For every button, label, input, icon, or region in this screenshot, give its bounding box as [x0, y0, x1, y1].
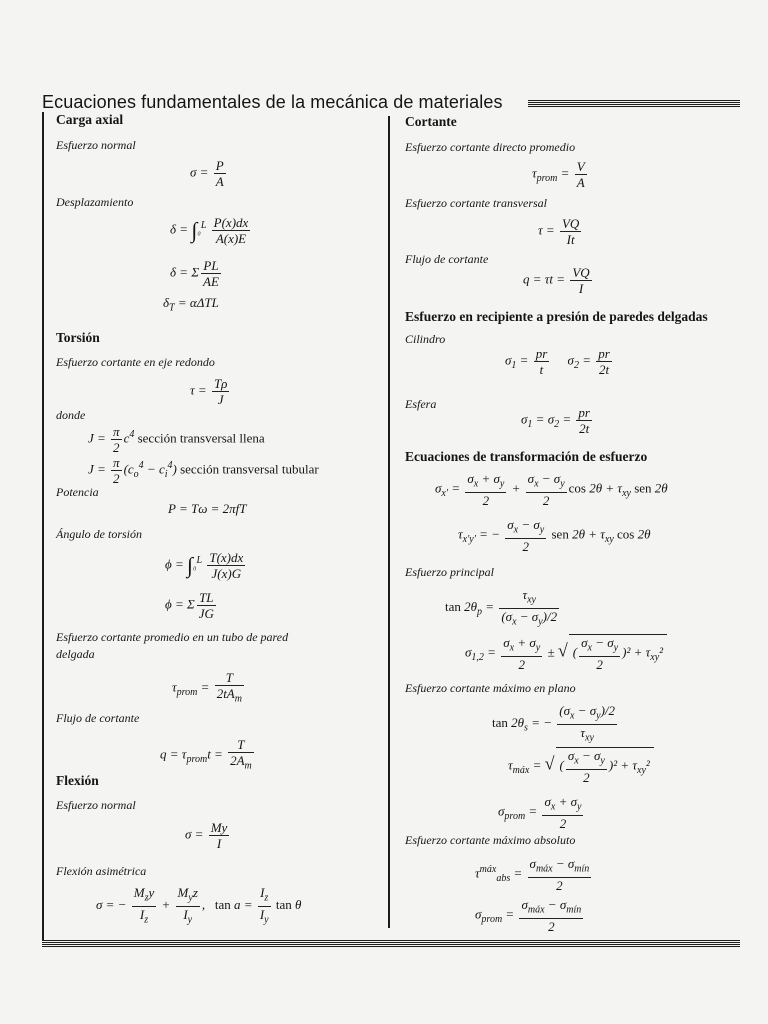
section-transformacion: Ecuaciones de transformación de esfuerzo — [405, 449, 648, 464]
eq-q-prom: $q = \tau_{prom}t$ = $\frac{T}{2A_m}$ — [160, 737, 252, 772]
eq-phi-integral: ϕ = ∫₀$^L$ $\frac{T(x)dx}{J(x)G}$ — [165, 550, 244, 581]
eq-j-solid: J = $\frac{\pi}{2}$ $c^4$ sección transversal llena — [88, 424, 265, 455]
label-maximo-plano: Esfuerzo cortante máximo en plano — [405, 681, 576, 695]
eq-sigma-xprime: $\sigma_{x'}$ = $\frac{\sigma_x + \sigma_y}{2}$ + $\frac{\sigma_x - \sigma_y}{2}$ $\cos 2\theta + \tau_{xy}$ sen 2θ — [435, 471, 668, 508]
eq-potencia: P = Tω = 2πfT — [168, 501, 247, 516]
title-rule — [528, 100, 740, 107]
eq-sigma-flexion: σ = $\frac{My}{I}$ — [185, 820, 228, 851]
eq-delta-integral: δ = ∫₀$^L$ $\frac{P(x)dx}{A(x)E}$ — [170, 215, 249, 246]
label-flexion-asimetrica: Flexión asimétrica — [56, 864, 147, 878]
label-seccion-tubular: sección transversal tubular — [180, 461, 319, 477]
label-angulo-torsion: Ángulo de torsión — [56, 527, 142, 541]
left-border — [42, 112, 44, 942]
eq-tau-transversal: τ = $\frac{VQ}{It}$ — [538, 216, 580, 247]
label-maximo-absoluto: Esfuerzo cortante máximo absoluto — [405, 833, 576, 847]
eq-sigma-12: $\sigma_{1,2}$ = $\frac{\sigma_x + \sigma_y}{2}$ ± √ ( $\frac{\sigma_x - \sigma_y}{2}$ )$^2 + \tau_{xy}^2$ — [465, 634, 667, 672]
label-cortante-directo: Esfuerzo cortante directo promedio — [405, 140, 576, 154]
section-flexion: Flexión — [56, 773, 99, 788]
label-esfuerzo-eje: Esfuerzo cortante en eje redondo — [56, 355, 215, 369]
eq-esfera: $\sigma_1 = \sigma_2$ = $\frac{pr}{2t}$ — [521, 405, 590, 436]
eq-tau-abs: $\tau^{máx}_{abs}$ = $\frac{\sigma_{máx} - \sigma_{mín}}{2}$ — [475, 856, 590, 893]
label-esfuerzo-normal-flexion: Esfuerzo normal — [56, 798, 136, 812]
label-pared-delgada-1: Esfuerzo cortante promedio en un tubo de pared — [56, 630, 289, 644]
eq-tau-directo: $\tau_{prom}$ = $\frac{V}{A}$ — [532, 159, 585, 190]
section-torsion: Torsión — [56, 330, 100, 345]
section-recipiente: Esfuerzo en recipiente a presión de paredes delgadas — [405, 309, 708, 324]
eq-j-tubular: J = $\frac{\pi}{2}$ $(c_o^4 - c_i^4)$ sección transversal tubular — [88, 455, 319, 486]
section-carga-axial: Carga axial — [56, 112, 124, 127]
eq-q-flujo: q = τt = $\frac{VQ}{I}$ — [523, 265, 590, 296]
eq-cilindro: $\sigma_1$ = $\frac{pr}{t}$ $\sigma_2$ = $\frac{pr}{2t}$ — [505, 346, 610, 377]
eq-delta-sum: δ = Σ $\frac{PL}{AE}$ — [170, 258, 219, 289]
label-desplazamiento: Desplazamiento — [56, 195, 134, 209]
eq-sigma-prom: $\sigma_{prom}$ = $\frac{\sigma_x + \sigma_y}{2}$ — [498, 794, 582, 831]
label-flujo-cortante: Flujo de cortante — [56, 711, 140, 725]
eq-sigma-prom-abs: $\sigma_{prom}$ = $\frac{\sigma_{máx} - \sigma_{mín}}{2}$ — [475, 897, 582, 934]
eq-tan-2theta-p: $\tan 2\theta_p$ = $\frac{\tau_{xy}}{(\sigma_x - \sigma_y)/2}$ — [445, 587, 558, 628]
label-donde: donde — [56, 408, 86, 422]
page-title: Ecuaciones fundamentales de la mecánica de materiales — [42, 92, 503, 112]
eq-sigma-pa: σ = $\frac{P}{A}$ — [190, 158, 224, 189]
eq-tau-torsion: τ = $\frac{T\rho}{J}$ — [190, 376, 228, 407]
label-cortante-transversal: Esfuerzo cortante transversal — [405, 196, 547, 210]
label-pared-delgada-2: delgada — [56, 647, 95, 661]
label-flujo-cortante-derecha: Flujo de cortante — [405, 252, 489, 266]
column-divider — [388, 116, 390, 928]
label-esfuerzo-normal: Esfuerzo normal — [56, 138, 136, 152]
eq-tau-max-plano: $\tau_{máx}$ = √ ( $\frac{\sigma_x - \sigma_y}{2}$ )$^2 + \tau_{xy}^2$ — [508, 747, 654, 785]
eq-phi-sum: ϕ = Σ $\frac{TL}{JG}$ — [165, 590, 214, 621]
eq-flexion-asimetrica: σ = − $\frac{M_zy}{I_z}$ + $\frac{M_yz}{I_y}$ , tan a = $\frac{I_z}{I_y}$ tan θ — [96, 885, 302, 926]
label-seccion-llena: sección transversal llena — [137, 430, 265, 446]
label-cilindro: Cilindro — [405, 332, 446, 346]
bottom-rule — [42, 940, 740, 947]
label-esfuerzo-principal: Esfuerzo principal — [405, 565, 494, 579]
eq-tan-2theta-s: $\tan 2\theta_s$ = − $\frac{(\sigma_x - \sigma_y)/2}{\tau_{xy}}$ — [492, 703, 616, 744]
eq-tau-prom-tubo: $\tau_{prom}$ = $\frac{T}{2tA_m}$ — [172, 670, 242, 705]
eq-tau-xprime: $\tau_{x'y'}$ = − $\frac{\sigma_x - \sigma_y}{2}$ sen $2\theta + \tau_{xy}$ cos 2θ — [458, 517, 651, 554]
eq-delta-thermal: $\delta_T = \alpha\Delta TL$ — [163, 295, 219, 314]
label-esfera: Esfera — [405, 397, 437, 411]
section-cortante: Cortante — [405, 114, 457, 129]
label-potencia: Potencia — [56, 485, 99, 499]
